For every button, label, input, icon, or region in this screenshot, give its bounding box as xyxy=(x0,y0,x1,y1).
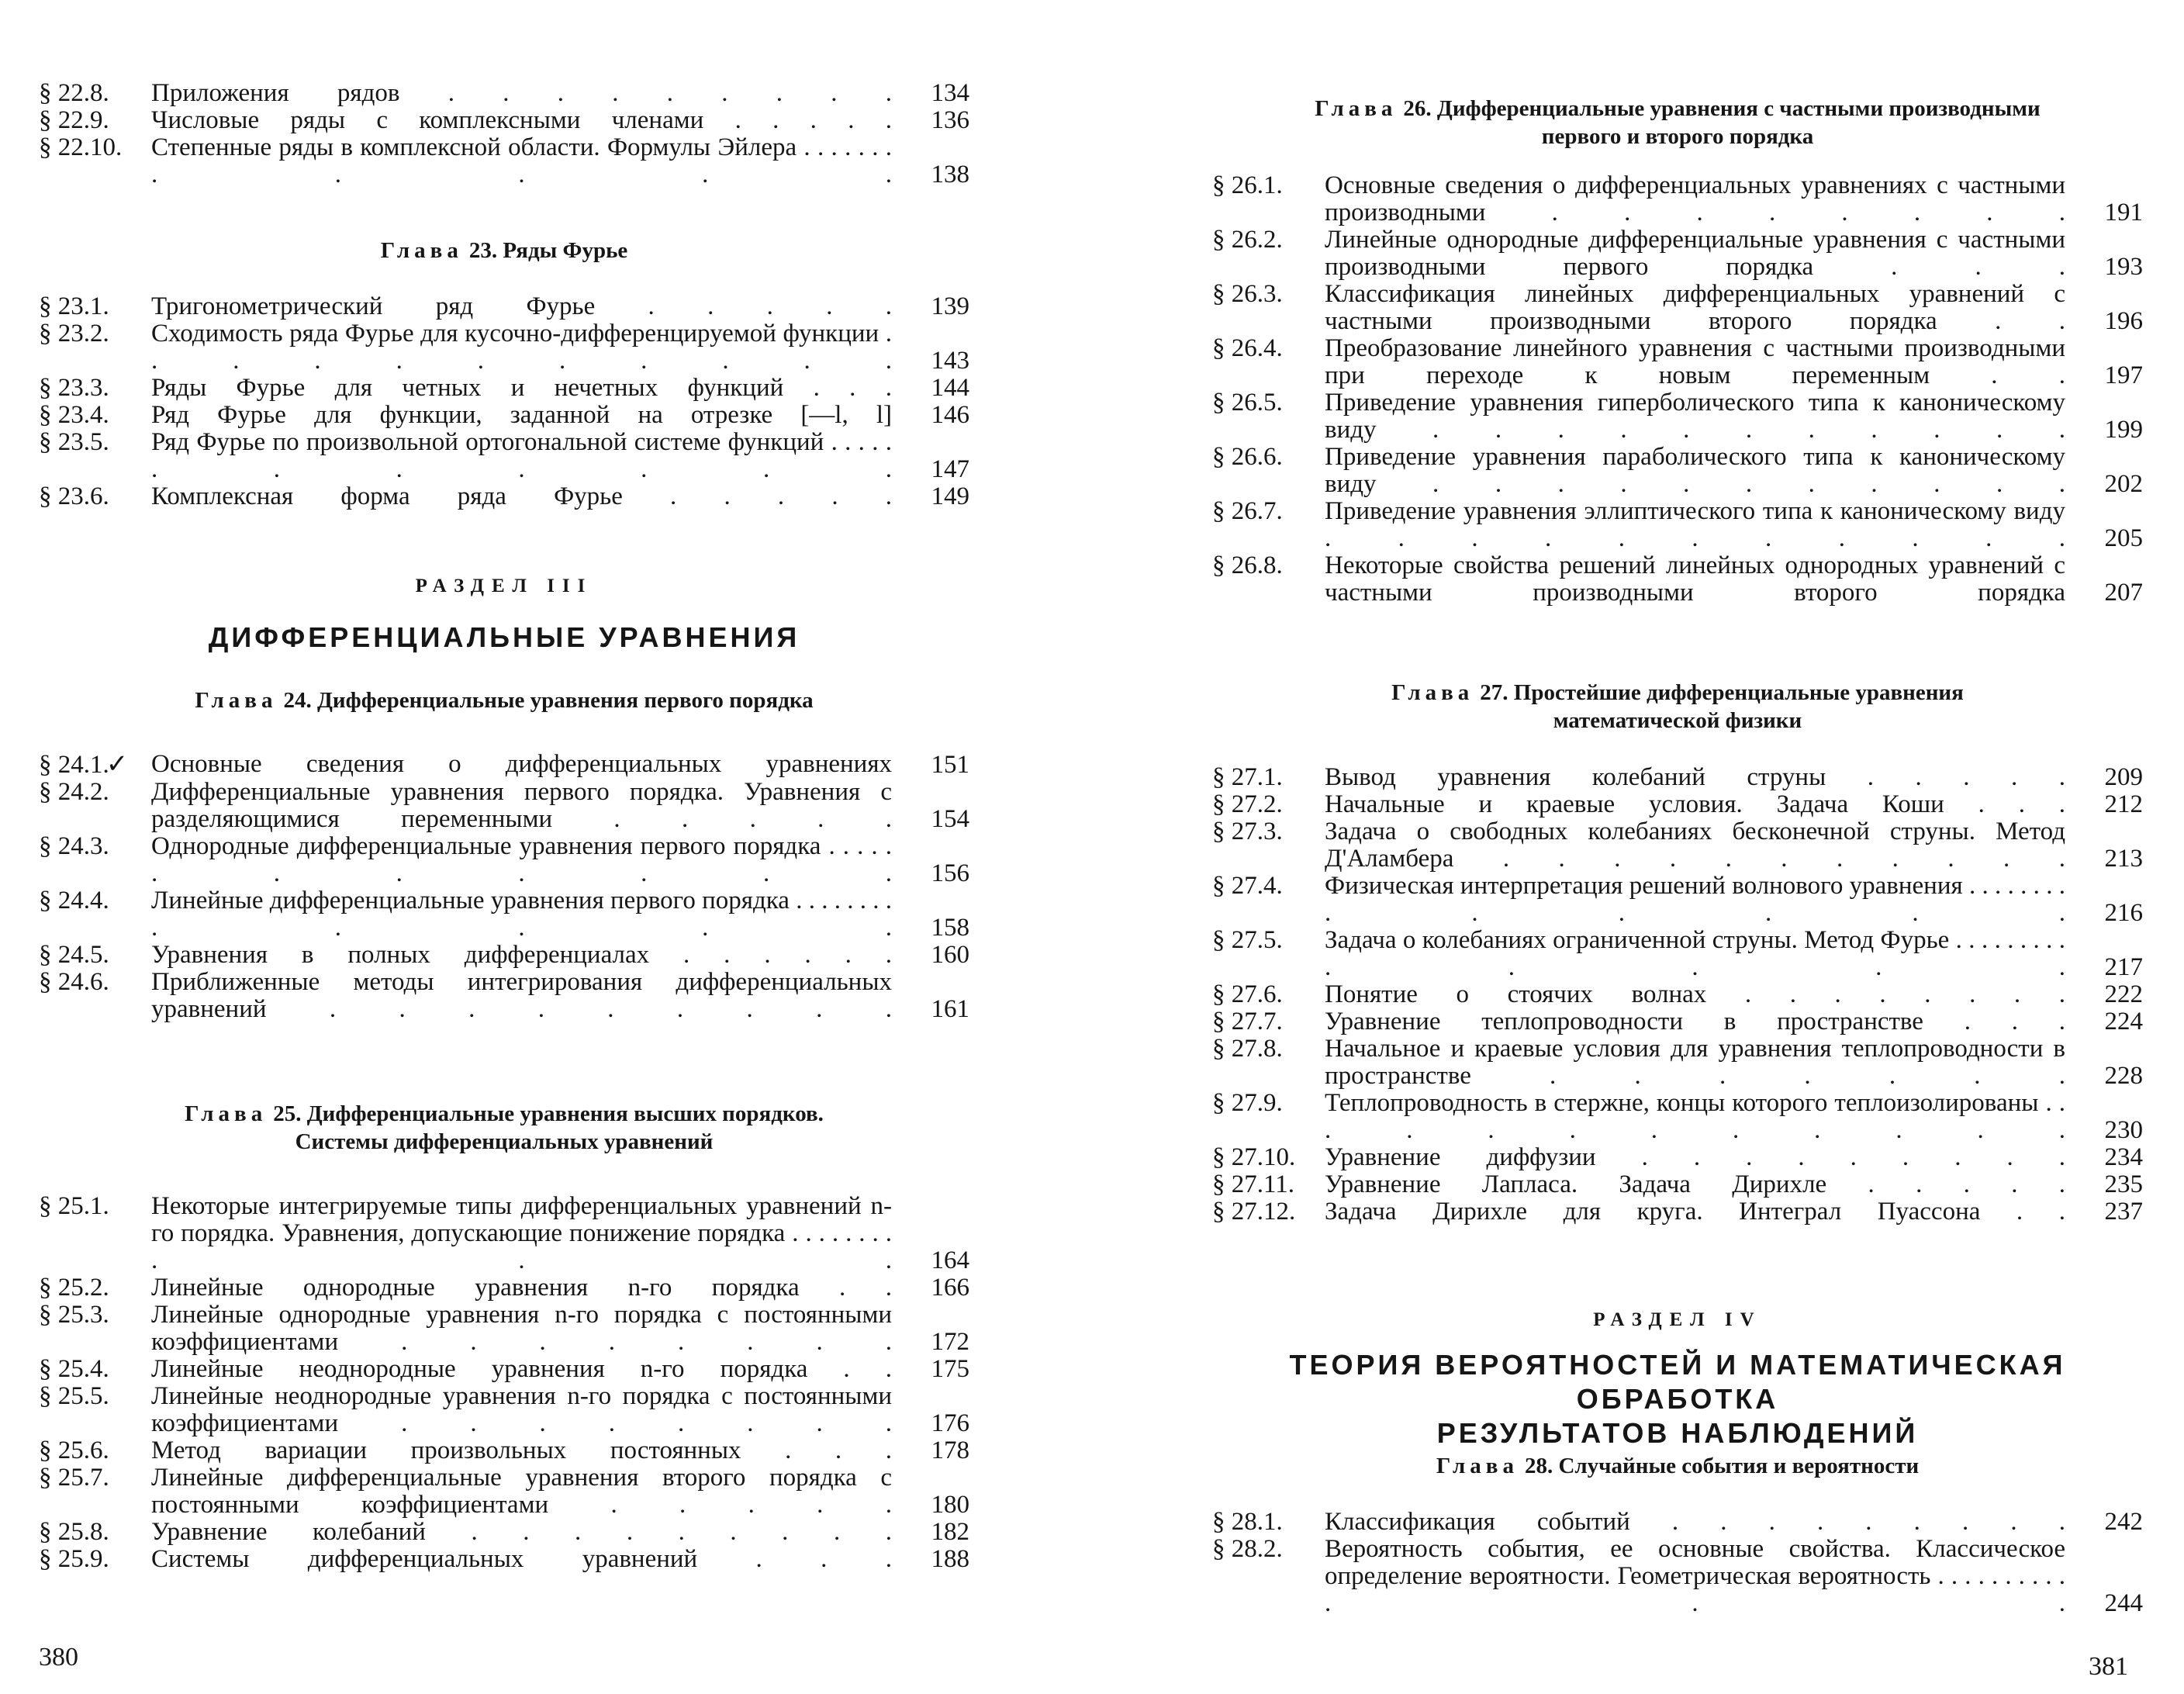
toc-entry-25-3: § 25.3. Линейные однородные уравнения n-го порядка с постоянными коэффициентами . . . . . . . . 172 xyxy=(39,1301,969,1356)
toc-entry-23-2: § 23.2. Сходимость ряда Фурье для кусочно-дифференцируемой функции . . . . . . . . . . . 143 xyxy=(39,320,969,375)
chapter-26-heading: Глава 26. Дифференциальные уравнения с частными производными первого и второго порядка xyxy=(1315,96,2041,149)
toc-entry-26-1: § 26.1. Основные сведения о дифференциальных уравнениях с частными производными . . . . . . . . 191 xyxy=(1212,171,2143,226)
toc-entry-23-1: § 23.1. Тригонометрический ряд Фурье . . . . . 139 xyxy=(39,292,969,320)
toc-entry-24-1: § 24.1.✓ Основные сведения о дифференциальных уравнениях 151 xyxy=(39,750,969,779)
toc-entry-26-2: § 26.2. Линейные однородные дифференциальные уравнения с частными производными первого порядка . . . 193 xyxy=(1212,226,2143,281)
toc-entry-26-7: § 26.7. Приведение уравнения эллиптического типа к каноническому виду . . . . . . . . . . . 205 xyxy=(1212,497,2143,552)
toc-block-27 xyxy=(1212,764,2143,1226)
toc-entry-27-1: § 27.1. Вывод уравнения колебаний струны . . . . . 209 xyxy=(1212,763,2143,791)
toc-entry-25-4: § 25.4. Линейные неоднородные уравнения n-го порядка . . 175 xyxy=(39,1355,969,1383)
chapter-23-heading: Глава 23. Ряды Фурье xyxy=(380,238,628,263)
toc-entry-24-5: § 24.5. Уравнения в полных дифференциалах . . . . . . 160 xyxy=(39,941,969,969)
toc-entry-27-11: § 27.11. Уравнение Лапласа. Задача Дирихле . . . . . 235 xyxy=(1212,1170,2143,1198)
toc-entry-22-9: § 22.9. Числовые ряды с комплексными членами . . . . . 136 xyxy=(39,106,969,134)
checkmark-icon: ✓ xyxy=(105,750,129,779)
right-page xyxy=(1092,0,2184,1694)
chapter-28-heading: Глава 28. Случайные события и вероятности xyxy=(1436,1454,1920,1478)
toc-entry-25-7: § 25.7. Линейные дифференциальные уравнения второго порядка с постоянными коэффициентами . . . . . 180 xyxy=(39,1464,969,1519)
toc-block-25 xyxy=(39,1193,969,1573)
toc-entry-27-10: § 27.10. Уравнение диффузии . . . . . . . . . 234 xyxy=(1212,1143,2143,1171)
toc-block-26 xyxy=(1212,172,2143,607)
toc-entry-26-3: § 26.3. Классификация линейных дифференциальных уравнений с частными производными второго порядка . . 196 xyxy=(1212,280,2143,335)
toc-entry-27-9: § 27.9. Теплопроводность в стержне, концы которого теплоизолированы . . . . . . . . . . . . 230 xyxy=(1212,1089,2143,1144)
section-4-title: ТЕОРИЯ ВЕРОЯТНОСТЕЙ И МАТЕМАТИЧЕСКАЯ ОБРАБОТКА РЕЗУЛЬТАТОВ НАБЛЮДЕНИЙ xyxy=(1289,1349,2066,1449)
toc-entry-24-3: § 24.3. Однородные дифференциальные уравнения первого порядка . . . . . . . . . . . . 156 xyxy=(39,832,969,887)
chapter-25-heading: Глава 25. Дифференциальные уравнения высших порядков. Системы дифференциальных уравнений xyxy=(185,1101,824,1154)
toc-entry-27-2: § 27.2. Начальные и краевые условия. Задача Коши . . . 212 xyxy=(1212,790,2143,818)
toc-entry-22-8: § 22.8. Приложения рядов . . . . . . . . . 134 xyxy=(39,79,969,107)
toc-block-22 xyxy=(39,80,969,188)
toc-entry-26-6: § 26.6. Приведение уравнения параболического типа к каноническому виду . . . . . . . . . . . 202 xyxy=(1212,443,2143,498)
toc-block-24 xyxy=(39,751,969,1023)
toc-entry-25-5: § 25.5. Линейные неоднородные уравнения n-го порядка с постоянными коэффициентами . . . . . . . . 176 xyxy=(39,1382,969,1437)
toc-entry-23-6: § 23.6. Комплексная форма ряда Фурье . . . . . 149 xyxy=(39,482,969,510)
toc-entry-28-1: § 28.1. Классификация событий . . . . . . . . . 242 xyxy=(1212,1508,2143,1536)
toc-entry-25-2: § 25.2. Линейные однородные уравнения n-го порядка . . 166 xyxy=(39,1274,969,1302)
page-number: 381 xyxy=(2089,1652,2128,1681)
toc-entry-23-5: § 23.5. Ряд Фурье по произвольной ортогональной системе функций . . . . . . . . . . . . 147 xyxy=(39,428,969,483)
toc-entry-27-3: § 27.3. Задача о свободных колебаниях бесконечной струны. Метод Д'Аламбера . . . . . . . . . . . 213 xyxy=(1212,818,2143,873)
toc-entry-27-4: § 27.4. Физическая интерпретация решений волнового уравнения . . . . . . . . . . . . . . 216 xyxy=(1212,872,2143,927)
section-3-title: ДИФФЕРЕНЦИАЛЬНЫЕ УРАВНЕНИЯ xyxy=(208,621,800,653)
toc-entry-28-2: § 28.2. Вероятность события, ее основные свойства. Классическое определение вероятности. Геометрическая вероятность . . . . . . . . . . . . . 244 xyxy=(1212,1535,2143,1617)
page-number: 380 xyxy=(39,1643,78,1672)
toc-entry-25-1: § 25.1. Некоторые интегрируемые типы дифференциальных уравнений n-го порядка. Уравнения, допускающие понижение порядка . . . . . . . . . . . 164 xyxy=(39,1192,969,1274)
toc-entry-23-3: § 23.3. Ряды Фурье для четных и нечетных функций . . . 144 xyxy=(39,374,969,402)
toc-entry-23-4: § 23.4. Ряд Фурье для функции, заданной на отрезке [—l, l] 146 xyxy=(39,401,969,429)
toc-block-28 xyxy=(1212,1509,2143,1617)
chapter-27-heading: Глава 27. Простейшие дифференциальные уравнения математической физики xyxy=(1391,680,1964,733)
toc-entry-27-5: § 27.5. Задача о колебаниях ограниченной струны. Метод Фурье . . . . . . . . . . . . . . 217 xyxy=(1212,926,2143,981)
toc-entry-22-10: § 22.10. Степенные ряды в комплексной области. Формулы Эйлера . . . . . . . . . . . . 138 xyxy=(39,133,969,188)
toc-entry-27-7: § 27.7. Уравнение теплопроводности в пространстве . . . 224 xyxy=(1212,1008,2143,1035)
toc-entry-25-6: § 25.6. Метод вариации произвольных постоянных . . . 178 xyxy=(39,1436,969,1464)
toc-block-23 xyxy=(39,293,969,510)
toc-entry-24-2: § 24.2. Дифференциальные уравнения первого порядка. Уравнения с разделяющимися переменными . . . . . 154 xyxy=(39,778,969,833)
toc-entry-24-4: § 24.4. Линейные дифференциальные уравнения первого порядка . . . . . . . . . . . . . 158 xyxy=(39,887,969,942)
toc-entry-26-4: § 26.4. Преобразование линейного уравнения с частными производными при переходе к новым переменным . . 197 xyxy=(1212,334,2143,389)
section-4-label: РАЗДЕЛ IV xyxy=(1593,1309,1762,1330)
toc-entry-27-6: § 27.6. Понятие о стоячих волнах . . . . . . . . 222 xyxy=(1212,980,2143,1008)
toc-entry-25-9: § 25.9. Системы дифференциальных уравнений . . . 188 xyxy=(39,1545,969,1573)
section-3-label: РАЗДЕЛ III xyxy=(415,576,593,596)
chapter-24-heading: Глава 24. Дифференциальные уравнения первого порядка xyxy=(195,688,814,713)
toc-entry-25-8: § 25.8. Уравнение колебаний . . . . . . . . . 182 xyxy=(39,1518,969,1546)
toc-entry-26-8: § 26.8. Некоторые свойства решений линейных однородных уравнений с частными производными второго порядка 207 xyxy=(1212,551,2143,607)
toc-entry-26-5: § 26.5. Приведение уравнения гиперболического типа к каноническому виду . . . . . . . . . . . 199 xyxy=(1212,389,2143,444)
toc-entry-27-12: § 27.12. Задача Дирихле для круга. Интеграл Пуассона . . 237 xyxy=(1212,1198,2143,1226)
toc-entry-24-6: § 24.6. Приближенные методы интегрирования дифференциальных уравнений . . . . . . . . . 161 xyxy=(39,968,969,1023)
toc-entry-27-8: § 27.8. Начальное и краевые условия для уравнения теплопроводности в пространстве . . . . . . . 228 xyxy=(1212,1035,2143,1090)
